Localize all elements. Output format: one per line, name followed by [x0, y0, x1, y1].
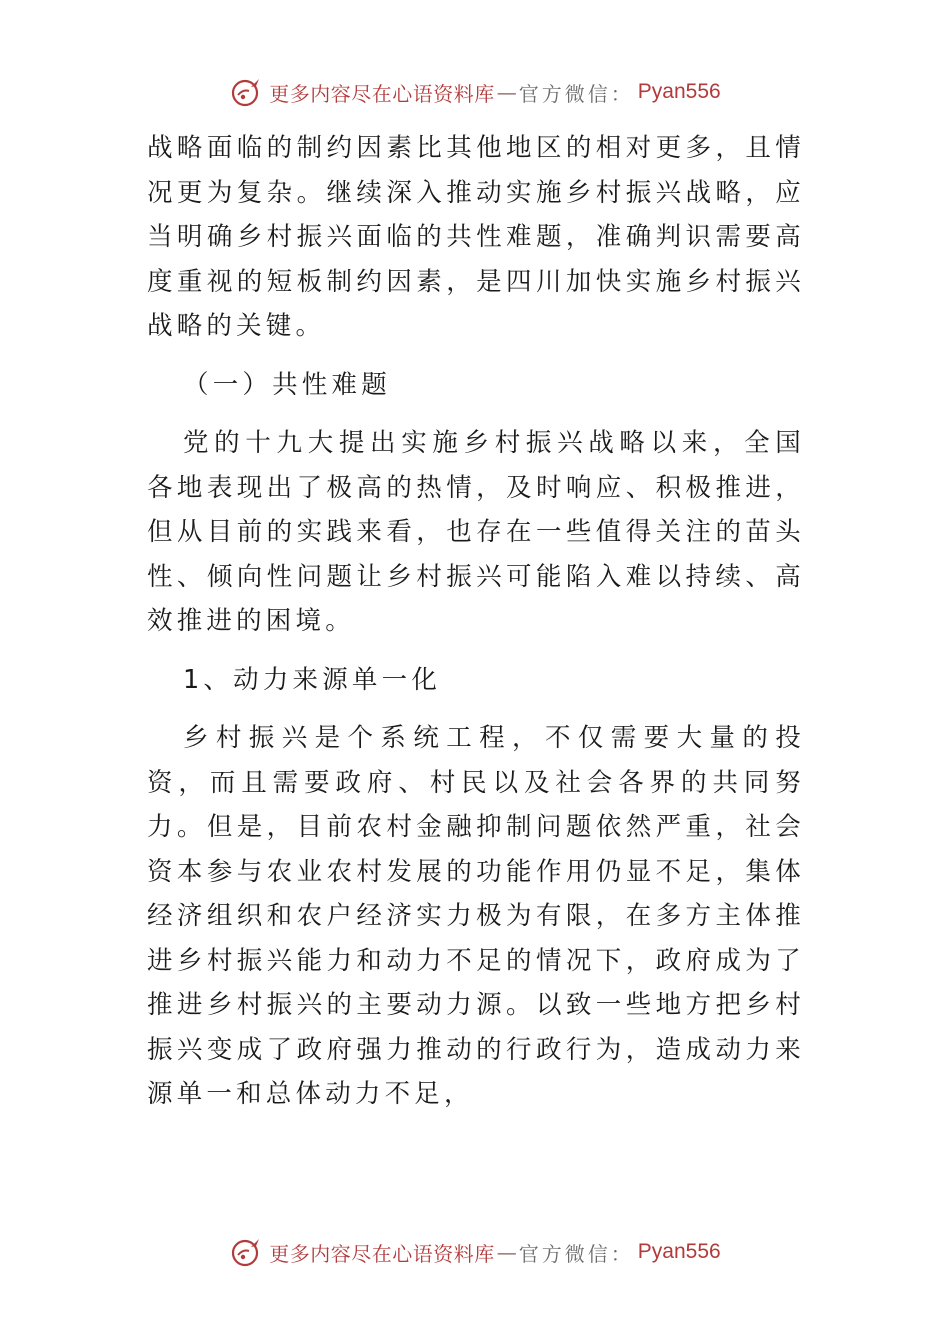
- footer-wechat-id: Pyan556: [637, 1240, 721, 1263]
- paragraph-3: 乡村振兴是个系统工程，不仅需要大量的投资，而且需要政府、村民以及社会各界的共同努力。但是，目前农村金融抑制问题依然严重，社会资本参与农业农村发展的功能作用仍显不足，集体经济组织和农户经济实力极为有限，在多方主体推进乡村振兴能力和动力不足的情况下，政府成为了推进乡村振兴的主要动力源。以致一些地方把乡村振兴变成了政府强力推动的行政行为，造成动力来源单一和总体动力不足，: [147, 723, 805, 1109]
- footer-banner: [0, 1232, 950, 1272]
- footer-site-text: 更多内容尽在心语资料库: [269, 1241, 495, 1266]
- banner-site-text: 更多内容尽在心语资料库: [269, 81, 495, 106]
- banner-separator: —: [496, 80, 517, 104]
- banner-wechat-id: Pyan556: [637, 80, 721, 103]
- paragraph-1: 战略面临的制约因素比其他地区的相对更多，且情况更为复杂。继续深入推动实施乡村振兴战略，应当明确乡村振兴面临的共性难题，准确判识需要高度重视的短板制约因素，是四川加快实施乡村振兴战略的关键。: [147, 133, 805, 341]
- header-banner: [0, 72, 950, 112]
- section-heading-1: （一）共性难题: [183, 369, 391, 400]
- quill-pen-logo-icon: [229, 75, 263, 109]
- section-heading-2: 1、动力来源单一化: [183, 664, 442, 695]
- paragraph-2: 党的十九大提出实施乡村振兴战略以来，全国各地表现出了极高的热情，及时响应、积极推进，但从目前的实践来看，也存在一些值得关注的苗头性、倾向性问题让乡村振兴可能陷入难以持续、高效推进的困境。: [147, 428, 805, 636]
- quill-pen-logo-icon: [229, 1235, 263, 1269]
- footer-separator: —: [496, 1240, 517, 1264]
- banner-wechat-label: 官方微信：: [518, 81, 634, 106]
- document-body: [147, 126, 805, 1117]
- footer-wechat-label: 官方微信：: [518, 1241, 634, 1266]
